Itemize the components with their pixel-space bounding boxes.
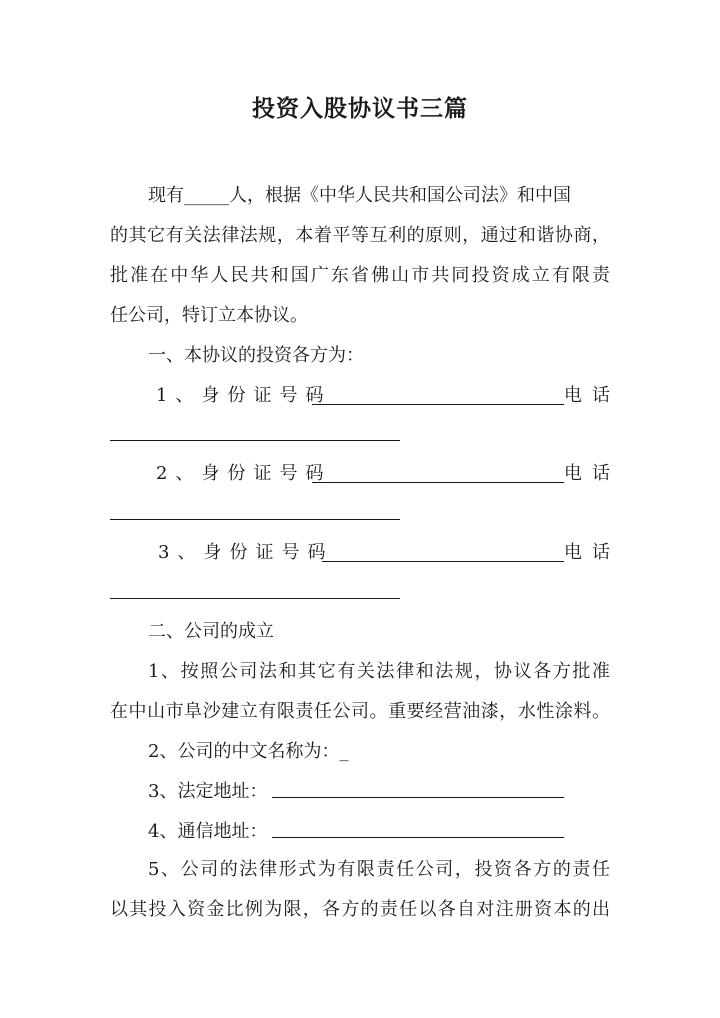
investor-1-phone-label: 电话 (564, 385, 620, 406)
investor-3-phone-label: 电话 (564, 542, 620, 563)
clause-2: 2、公司的中文名称为：_ (148, 741, 349, 762)
intro-line-1: 现有_____人，根据《中华人民共和国公司法》和中国 (148, 185, 571, 206)
intro-line-2: 的其它有关法律法规，本着平等互利的原则，通过和谐协商， (110, 225, 610, 246)
investor-1-phone-field[interactable] (110, 440, 400, 441)
clause-1-line-1: 1、按照公司法和其它有关法律和法规，协议各方批准 (148, 661, 610, 682)
clause-4-label: 4、通信地址： (148, 821, 268, 842)
intro-line-3: 批准在中华人民共和国广东省佛山市共同投资成立有限责 (110, 265, 610, 286)
section-1-heading: 一、本协议的投资各方为： (148, 345, 364, 366)
clause-5-line-1: 5、公司的法律形式为有限责任公司，投资各方的责任 (148, 859, 610, 880)
document-title: 投资入股协议书三篇 (252, 96, 468, 122)
clause-3-label: 3、法定地址： (148, 781, 268, 802)
registered-address-field[interactable] (272, 797, 564, 798)
clause-1-line-2: 在中山市阜沙建立有限责任公司。重要经营油漆，水性涂料。 (110, 701, 610, 722)
mailing-address-field[interactable] (272, 837, 564, 838)
investor-1-id-field[interactable] (312, 404, 564, 405)
investor-2-phone-field[interactable] (110, 519, 400, 520)
investor-2-id-field[interactable] (312, 482, 564, 483)
clause-5-line-2: 以其投入资金比例为限，各方的责任以各自对注册资本的出 (110, 899, 610, 920)
investor-3-id-field[interactable] (322, 561, 564, 562)
intro-line-4: 任公司，特订立本协议。 (110, 305, 308, 326)
investor-3-id-label: 3、身份证号码 (158, 542, 334, 563)
investor-1-id-label: 1、身份证号码 (156, 385, 332, 406)
investor-3-phone-field[interactable] (110, 598, 400, 599)
section-2-heading: 二、公司的成立 (148, 621, 274, 642)
investor-2-id-label: 2、身份证号码 (156, 463, 332, 484)
investor-2-phone-label: 电话 (564, 463, 620, 484)
